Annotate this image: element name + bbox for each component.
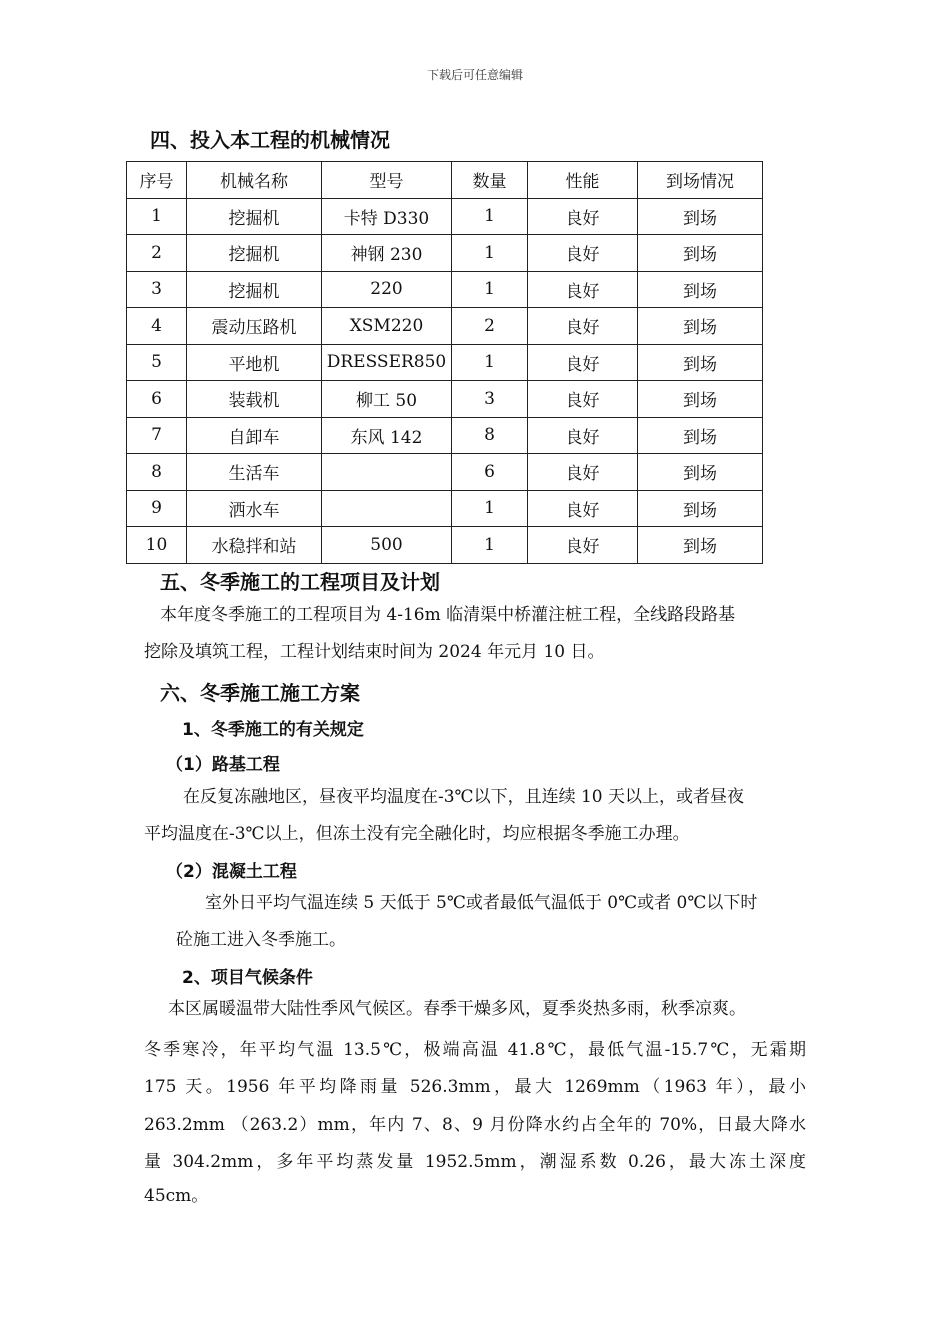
table-row: [127, 308, 763, 345]
cell-arrival: 到场: [638, 527, 763, 564]
section-5-paragraph-line: 挖除及填筑工程，工程计划结束时间为 2024 年元月 10 日。: [144, 642, 605, 662]
cell-machine-name: 洒水车: [187, 490, 322, 527]
climate-paragraph-line: 本区属暖温带大陆性季风气候区。春季干燥多风，夏季炎热多雨，秋季凉爽。: [168, 999, 746, 1019]
item-paragraph-line: 室外日平均气温连续 5 天低于 5℃或者最低气温低于 0℃或者 0℃以下时: [205, 893, 758, 913]
cell-quantity: 1: [452, 198, 528, 235]
cell-arrival: 到场: [638, 454, 763, 491]
cell-model: 东风 142: [322, 417, 452, 454]
cell-condition: 良好: [528, 344, 638, 381]
cell-machine-name: 装载机: [187, 381, 322, 418]
climate-paragraph-line: 45cm。: [144, 1186, 209, 1206]
climate-paragraph-line: 263.2mm （263.2）mm，年内 7、8、9 月份降水约占全年的 70%，日最大降水: [144, 1115, 806, 1135]
item-heading: （2）混凝土工程: [166, 862, 297, 882]
cell-quantity: 1: [452, 235, 528, 272]
climate-paragraph-line: 冬季寒冷，年平均气温 13.5℃，极端高温 41.8℃，最低气温-15.7℃，无霜期: [144, 1040, 806, 1060]
table-row: [127, 381, 763, 418]
table-row: [127, 235, 763, 272]
cell-condition: 良好: [528, 198, 638, 235]
cell-index: 8: [127, 454, 187, 491]
cell-machine-name: 平地机: [187, 344, 322, 381]
section-4-title: 四、投入本工程的机械情况: [150, 128, 390, 152]
cell-machine-name: 震动压路机: [187, 308, 322, 345]
cell-machine-name: 挖掘机: [187, 271, 322, 308]
cell-index: 10: [127, 527, 187, 564]
cell-quantity: 3: [452, 381, 528, 418]
item-paragraph-line: 砼施工进入冬季施工。: [176, 930, 346, 950]
col-header: 性能: [528, 162, 638, 199]
cell-arrival: 到场: [638, 271, 763, 308]
table-row: [127, 198, 763, 235]
item-paragraph-line: 平均温度在-3℃以上，但冻土没有完全融化时，均应根据冬季施工办理。: [144, 824, 690, 844]
section-5-title: 五、冬季施工的工程项目及计划: [160, 570, 440, 594]
cell-machine-name: 水稳拌和站: [187, 527, 322, 564]
cell-model: XSM220: [322, 308, 452, 345]
cell-quantity: 2: [452, 308, 528, 345]
col-header: 序号: [127, 162, 187, 199]
section-6-title: 六、冬季施工施工方案: [160, 681, 360, 705]
cell-model: DRESSER850: [322, 344, 452, 381]
cell-index: 1: [127, 198, 187, 235]
table-row: [127, 344, 763, 381]
cell-condition: 良好: [528, 527, 638, 564]
cell-model: 柳工 50: [322, 381, 452, 418]
cell-machine-name: 挖掘机: [187, 198, 322, 235]
cell-index: 6: [127, 381, 187, 418]
col-header: 数量: [452, 162, 528, 199]
cell-quantity: 1: [452, 344, 528, 381]
page-header: 下载后可任意编辑: [426, 68, 523, 82]
cell-model: 500: [322, 527, 452, 564]
cell-index: 3: [127, 271, 187, 308]
cell-condition: 良好: [528, 271, 638, 308]
cell-model: 神钢 230: [322, 235, 452, 272]
cell-arrival: 到场: [638, 344, 763, 381]
cell-quantity: 8: [452, 417, 528, 454]
section-5-paragraph-line: 本年度冬季施工的工程项目为 4-16m 临清渠中桥灌注桩工程，全线路段路基: [160, 605, 736, 625]
item-heading: （1）路基工程: [166, 755, 280, 775]
subsection-title: 2、项目气候条件: [182, 968, 313, 988]
cell-model: [322, 454, 452, 491]
item-paragraph-line: 在反复冻融地区，昼夜平均温度在-3℃以下，且连续 10 天以上，或者昼夜: [183, 787, 745, 807]
col-header: 型号: [322, 162, 452, 199]
climate-paragraph-line: 175 天。1956 年平均降雨量 526.3mm，最大 1269mm（1963 年），最小: [144, 1077, 806, 1097]
cell-arrival: 到场: [638, 198, 763, 235]
climate-paragraph-line: 量 304.2mm，多年平均蒸发量 1952.5mm，潮湿系数 0.26，最大冻土深度: [144, 1152, 806, 1172]
cell-condition: 良好: [528, 454, 638, 491]
cell-quantity: 1: [452, 490, 528, 527]
cell-index: 9: [127, 490, 187, 527]
table-row: [127, 490, 763, 527]
cell-condition: 良好: [528, 308, 638, 345]
cell-condition: 良好: [528, 417, 638, 454]
cell-machine-name: 自卸车: [187, 417, 322, 454]
col-header: 到场情况: [638, 162, 763, 199]
cell-condition: 良好: [528, 381, 638, 418]
cell-arrival: 到场: [638, 490, 763, 527]
table-row: [127, 271, 763, 308]
cell-arrival: 到场: [638, 417, 763, 454]
cell-machine-name: 挖掘机: [187, 235, 322, 272]
cell-model: [322, 490, 452, 527]
table-row: [127, 527, 763, 564]
subsection-title: 1、冬季施工的有关规定: [182, 720, 364, 740]
col-header: 机械名称: [187, 162, 322, 199]
cell-machine-name: 生活车: [187, 454, 322, 491]
cell-index: 5: [127, 344, 187, 381]
cell-quantity: 1: [452, 527, 528, 564]
table-header-row: [127, 162, 763, 199]
cell-index: 4: [127, 308, 187, 345]
cell-arrival: 到场: [638, 235, 763, 272]
cell-index: 7: [127, 417, 187, 454]
table-row: [127, 454, 763, 491]
cell-condition: 良好: [528, 490, 638, 527]
cell-model: 220: [322, 271, 452, 308]
cell-model: 卡特 D330: [322, 198, 452, 235]
table-row: [127, 417, 763, 454]
machinery-table: [126, 161, 763, 564]
cell-quantity: 6: [452, 454, 528, 491]
cell-arrival: 到场: [638, 308, 763, 345]
cell-quantity: 1: [452, 271, 528, 308]
cell-index: 2: [127, 235, 187, 272]
cell-arrival: 到场: [638, 381, 763, 418]
cell-condition: 良好: [528, 235, 638, 272]
